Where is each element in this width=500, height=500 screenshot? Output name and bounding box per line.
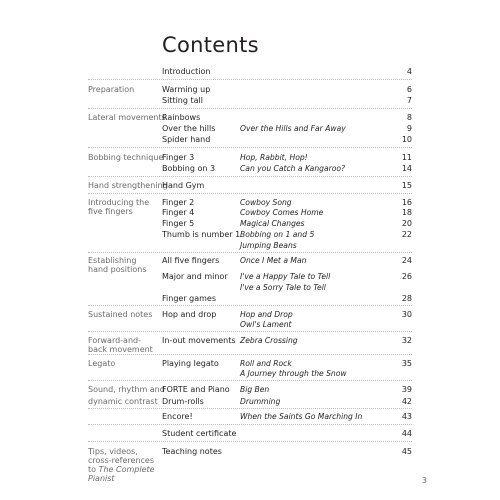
toc-piece: When the Saints Go Marching In <box>240 412 363 421</box>
toc-topic: Introduction <box>162 67 211 76</box>
toc-page: 7 <box>406 96 412 105</box>
toc-section: Introducing the five fingers <box>88 198 150 216</box>
toc-section: Lateral movements <box>88 113 166 122</box>
toc-section-book-title: The Complete Pianist <box>88 465 155 483</box>
toc-page: 15 <box>401 181 412 190</box>
page-number: 3 <box>421 476 427 485</box>
toc-page: 43 <box>401 412 412 421</box>
toc-page: 8 <box>406 113 412 122</box>
toc-topic: Drum-rolls <box>162 397 204 406</box>
toc-page: 9 <box>406 124 412 133</box>
toc-section: Preparation <box>88 85 135 94</box>
toc-section: Establishing hand positions <box>88 256 147 274</box>
divider <box>88 147 412 148</box>
toc-page: 6 <box>406 85 412 94</box>
toc-page: 11 <box>401 153 412 162</box>
toc-topic: Warming up <box>162 85 211 94</box>
toc-topic: FORTE and Piano <box>162 385 230 394</box>
toc-page: 32 <box>401 336 412 345</box>
toc-piece: Bobbing on 1 and 5 <box>240 230 315 239</box>
toc-page: 4 <box>406 67 412 76</box>
toc-topic: Sitting tall <box>162 96 203 105</box>
toc-page: 39 <box>401 385 412 394</box>
toc-piece: Hop, Rabbit, Hop! <box>240 153 308 162</box>
toc-topic: Spider hand <box>162 135 211 144</box>
toc-page: 22 <box>401 230 412 239</box>
toc-topic: Over the hills <box>162 124 216 133</box>
toc-page: 42 <box>401 397 412 406</box>
toc-topic: Major and minor <box>162 272 228 281</box>
toc-topic: In-out movements <box>162 336 236 345</box>
toc-piece: Zebra Crossing <box>240 336 298 345</box>
toc-piece: A Journey through the Snow <box>240 369 347 378</box>
toc-page: 35 <box>401 359 412 368</box>
toc-piece: Jumping Beans <box>240 241 297 250</box>
toc-topic: All five fingers <box>162 256 220 265</box>
divider <box>88 354 412 355</box>
divider <box>88 252 412 253</box>
toc-piece: I've a Sorry Tale to Tell <box>240 283 326 292</box>
divider <box>88 441 412 442</box>
divider <box>88 108 412 109</box>
toc-piece: Over the Hills and Far Away <box>240 124 346 133</box>
toc-topic: Student certificate <box>162 429 237 438</box>
toc-page: 10 <box>401 135 412 144</box>
toc-section: Sound, rhythm and <box>88 385 165 394</box>
toc-piece: Drumming <box>240 397 281 406</box>
page-title: Contents <box>162 33 259 57</box>
toc-topic: Thumb is number 1 <box>162 230 241 239</box>
toc-topic: Finger 5 <box>162 219 195 228</box>
toc-piece: Cowboy Comes Home <box>240 208 324 217</box>
toc-piece: I've a Happy Tale to Tell <box>240 272 331 281</box>
toc-page: 44 <box>401 429 412 438</box>
toc-topic: Teaching notes <box>162 447 222 456</box>
toc-page: 28 <box>401 294 412 303</box>
divider <box>88 305 412 306</box>
toc-piece: Once I Met a Man <box>240 256 307 265</box>
toc-page: 16 <box>401 198 412 207</box>
toc-page: 14 <box>401 164 412 173</box>
toc-topic: Finger 3 <box>162 153 195 162</box>
toc-topic: Finger 4 <box>162 208 195 217</box>
toc-page: 45 <box>401 447 412 456</box>
divider <box>88 424 412 425</box>
toc-topic: Finger 2 <box>162 198 195 207</box>
toc-topic: Rainbows <box>162 113 201 122</box>
toc-topic: Bobbing on 3 <box>162 164 216 173</box>
divider <box>88 331 412 332</box>
toc-section-text: Tips, videos, cross-references to <box>88 447 154 474</box>
toc-page: 24 <box>401 256 412 265</box>
toc-piece: Roll and Rock <box>240 359 292 368</box>
toc-piece: Cowboy Song <box>240 198 292 207</box>
toc-topic: Hand Gym <box>162 181 205 190</box>
toc-page: 18 <box>401 208 412 217</box>
toc-piece: Can you Catch a Kangaroo? <box>240 164 346 173</box>
toc-section: Forward-and-back movement <box>88 336 153 354</box>
divider <box>88 176 412 177</box>
toc-section: Sustained notes <box>88 310 153 319</box>
divider <box>88 193 412 194</box>
toc-piece: Magical Changes <box>240 219 305 228</box>
toc-section: dynamic contrast <box>88 397 158 406</box>
toc-section <box>88 447 160 483</box>
toc-topic: Playing legato <box>162 359 219 368</box>
toc-section: Hand strengthening <box>88 181 168 190</box>
toc-piece: Big Ben <box>240 385 270 394</box>
toc-page: 20 <box>401 219 412 228</box>
toc-piece: Hop and Drop <box>240 310 293 319</box>
toc-section: Legato <box>88 359 116 368</box>
divider <box>88 79 412 80</box>
toc-topic: Encore! <box>162 412 193 421</box>
toc-section: Bobbing technique <box>88 153 164 162</box>
toc-topic: Finger games <box>162 294 217 303</box>
toc-topic: Hop and drop <box>162 310 217 319</box>
toc-piece: Owl's Lament <box>240 320 292 329</box>
toc-page: 30 <box>401 310 412 319</box>
divider <box>88 408 412 409</box>
toc-page: 26 <box>401 272 412 281</box>
divider <box>88 380 412 381</box>
